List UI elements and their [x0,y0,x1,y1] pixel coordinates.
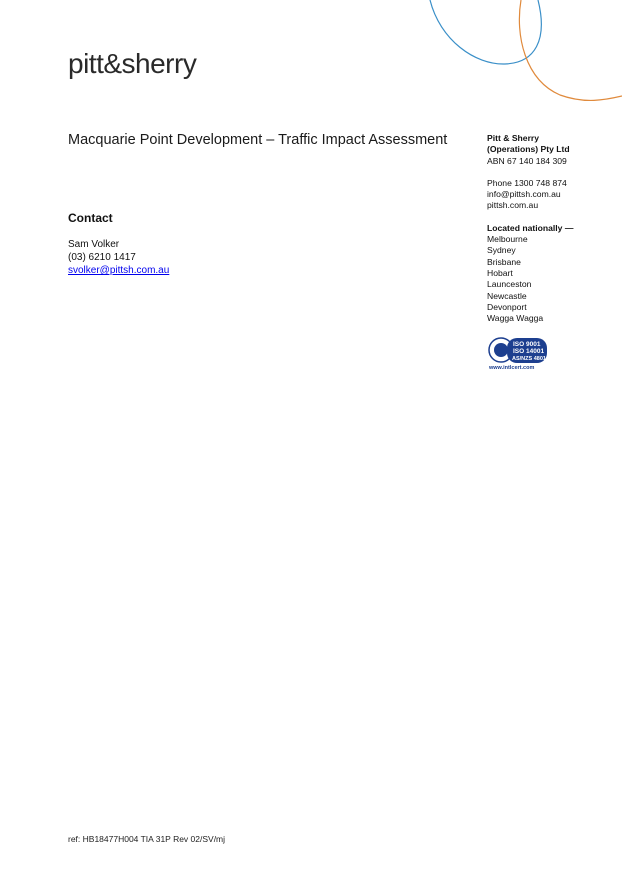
company-phone: Phone 1300 748 874 [487,177,567,188]
contact-email-link[interactable]: svolker@pittsh.com.au [68,265,170,276]
company-logo: pitt&sherry [68,48,197,79]
contact-block [68,238,169,277]
location-item: Melbourne [487,234,528,245]
certification-badge [487,336,549,370]
location-item: Sydney [487,245,516,256]
locations-heading: Located nationally — [487,222,574,233]
company-abn: ABN 67 140 184 309 [487,155,567,166]
company-email: info@pittsh.com.au [487,189,561,200]
iso-14001-label: ISO 14001 [513,348,545,355]
cert-url: www.intlcert.com [489,365,535,370]
location-item: Hobart [487,267,513,278]
iso-9001-label: ISO 9001 [513,341,541,348]
contact-heading: Contact [68,211,113,225]
asnzs-4801-label: AS/NZS 4801 [512,356,546,362]
contact-phone: (03) 6210 1417 [68,252,136,263]
company-name-line1: Pitt & Sherry [487,133,540,143]
location-item: Launceston [487,279,532,290]
company-name-line2: (Operations) Pty Ltd [487,144,570,155]
location-item: Devonport [487,301,527,312]
location-item: Newcastle [487,290,527,301]
location-item: Brisbane [487,256,521,267]
document-reference: ref: HB18477H004 TIA 31P Rev 02/SV/mj [68,834,226,844]
company-web: pittsh.com.au [487,200,539,211]
document-title: Macquarie Point Development – Traffic Impact Assessment [68,132,448,148]
contact-name: Sam Volker [68,239,120,250]
company-details [487,133,617,324]
location-item: Wagga Wagga [487,313,544,324]
